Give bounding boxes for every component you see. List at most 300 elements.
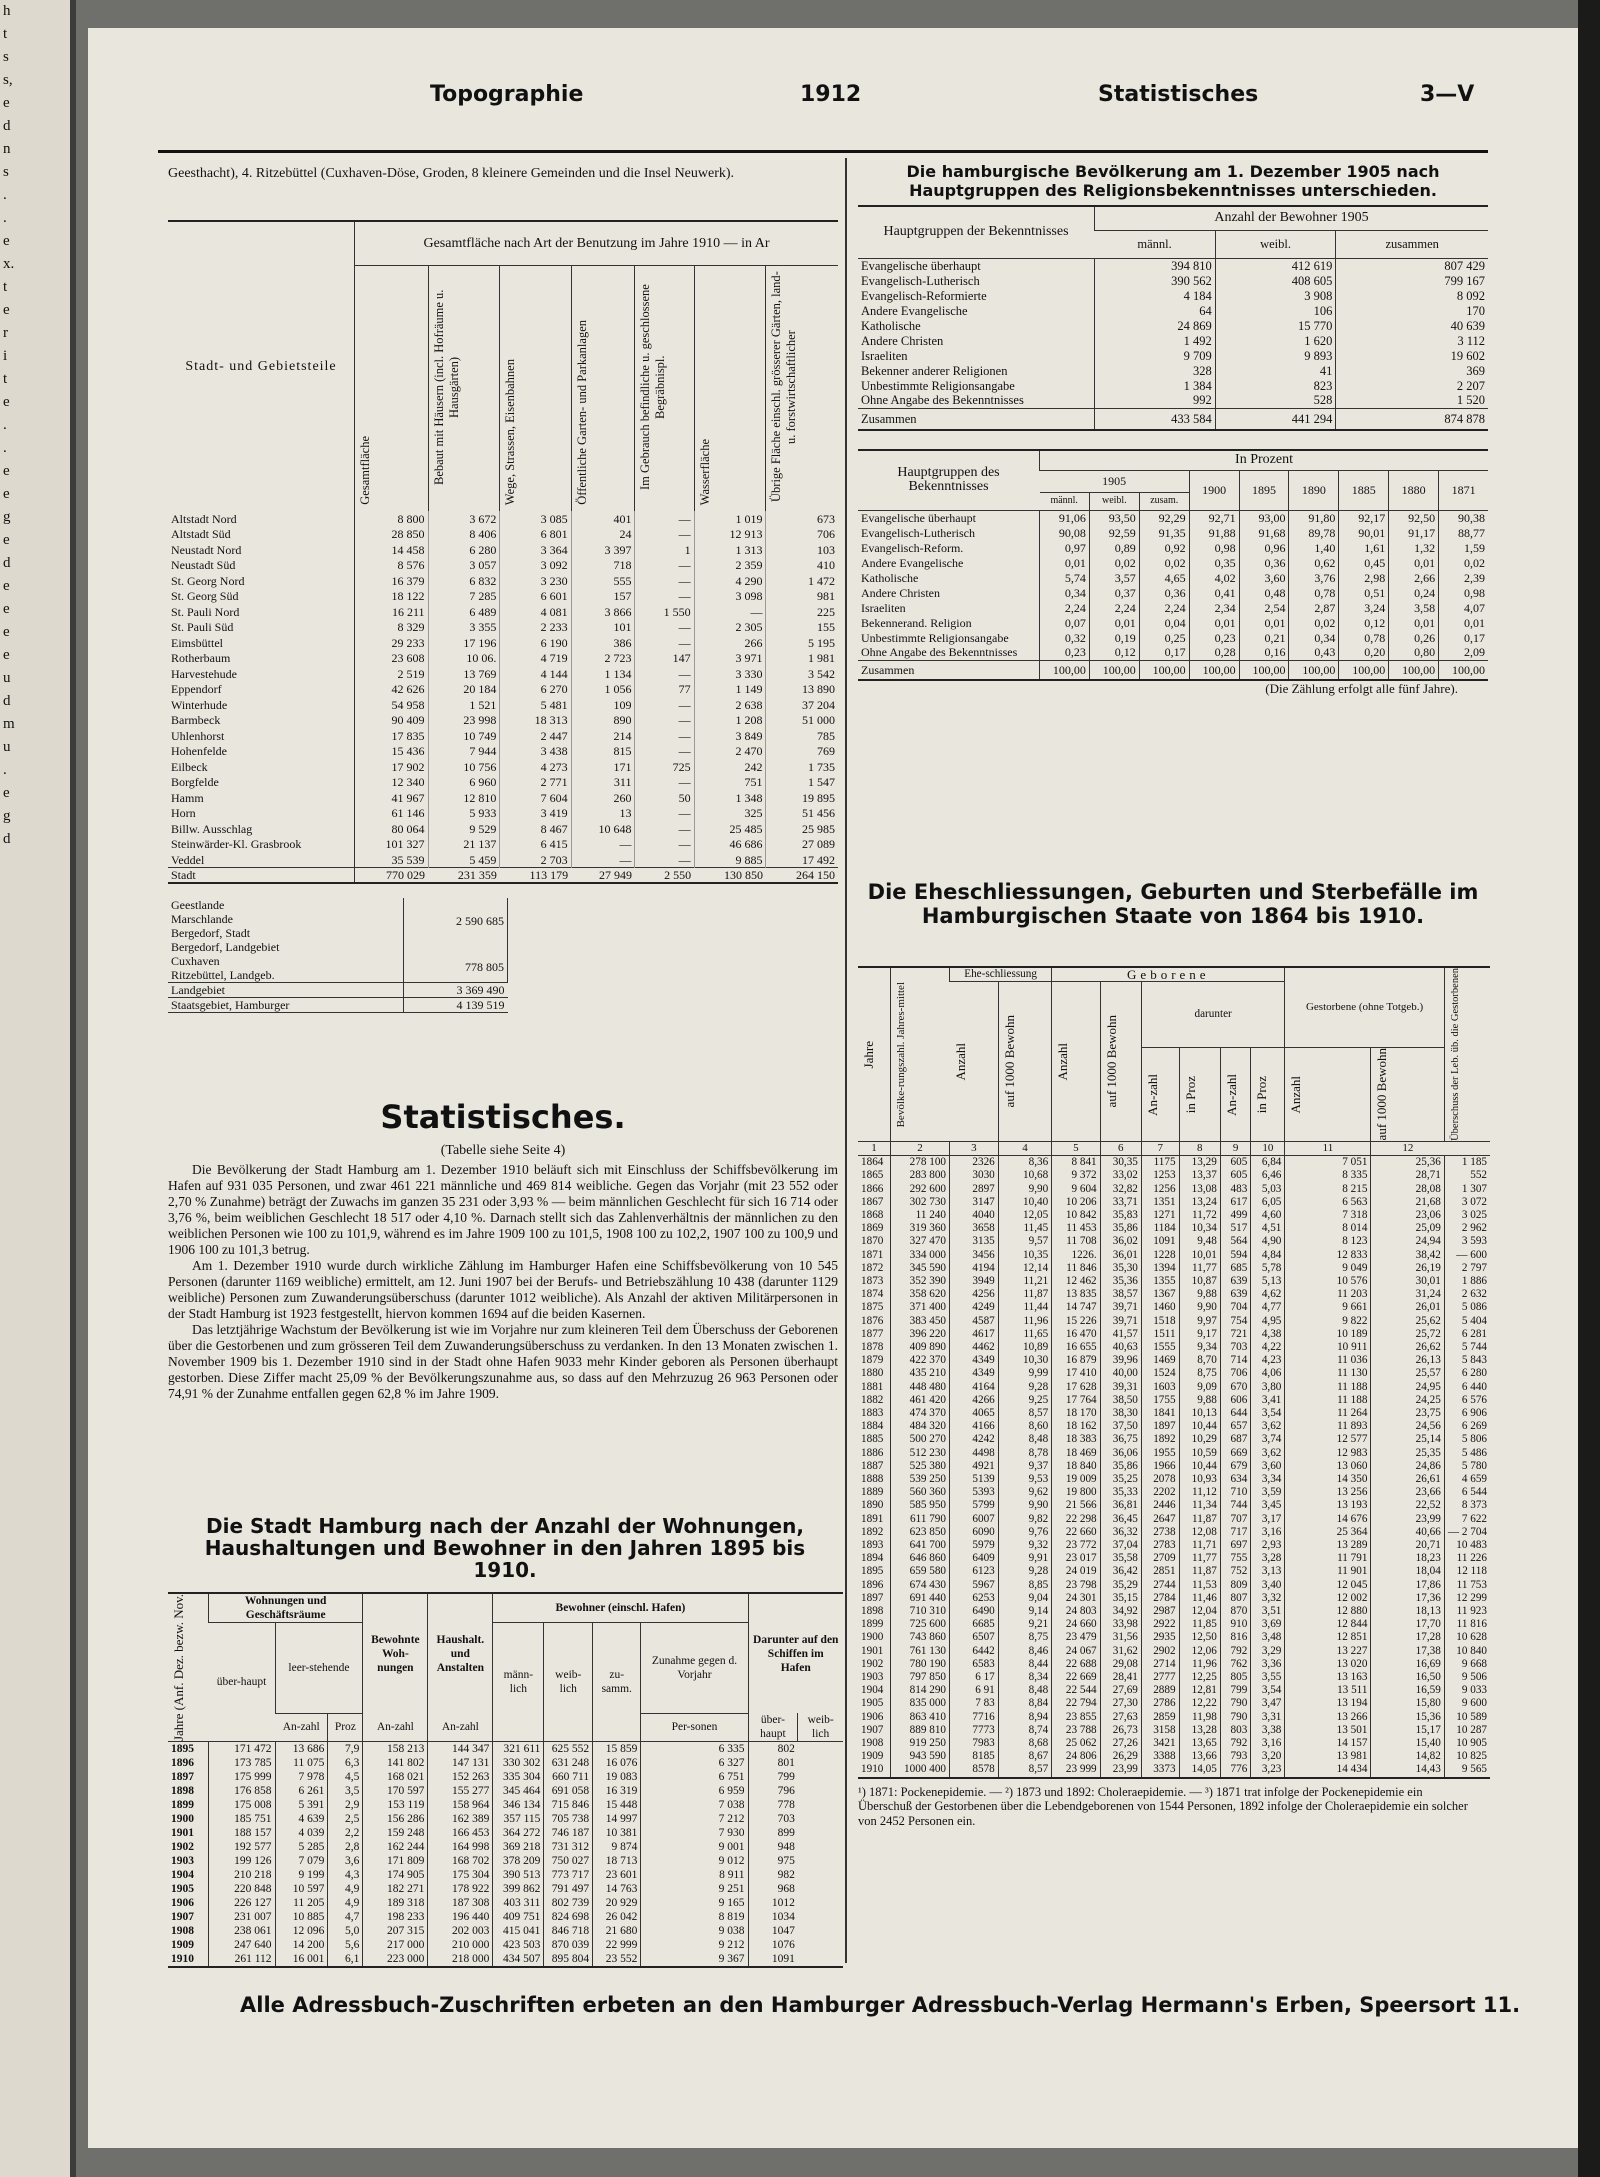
ehe-cell: 5979 bbox=[950, 1539, 999, 1552]
ehe-cell: 18 383 bbox=[1052, 1433, 1100, 1446]
area-cell: 18 313 bbox=[500, 713, 571, 729]
ehe-h-tot-an: An-zahl bbox=[1223, 1073, 1239, 1116]
ehe-year: 1880 bbox=[861, 1367, 884, 1380]
rel-row bbox=[858, 393, 1488, 408]
area-cell: 90 409 bbox=[355, 713, 429, 729]
woh-cell: 14 200 bbox=[275, 1938, 328, 1952]
woh-cell: 631 248 bbox=[544, 1756, 593, 1770]
proz-cell: 1,59 bbox=[1439, 540, 1488, 555]
area-cell: 6 415 bbox=[500, 837, 571, 853]
geest-item: Marschlande bbox=[171, 912, 233, 926]
rel-row bbox=[858, 333, 1488, 348]
ehe-cell: — 2 704 bbox=[1444, 1526, 1490, 1539]
ehe-cell: 345 590 bbox=[891, 1262, 950, 1275]
rel-total-label: Zusammen bbox=[861, 411, 917, 426]
ehe-year: 1874 bbox=[861, 1288, 884, 1301]
woh-cell: 168 702 bbox=[428, 1854, 493, 1868]
ehe-cell: 687 bbox=[1220, 1433, 1251, 1446]
ehe-cell: 4,84 bbox=[1251, 1249, 1285, 1262]
area-row bbox=[168, 635, 838, 651]
proz-table bbox=[858, 449, 1488, 681]
proz-cell: 0,01 bbox=[1040, 555, 1090, 570]
ehe-cell: 3,60 bbox=[1251, 1460, 1285, 1473]
woh-cell: 9 251 bbox=[641, 1882, 748, 1896]
proz-h-1905: 1905 bbox=[1040, 470, 1190, 492]
ehe-cell: 4,22 bbox=[1251, 1341, 1285, 1354]
ehe-cell: 9 372 bbox=[1052, 1169, 1100, 1182]
proz-cell: 0,34 bbox=[1289, 630, 1339, 645]
woh-cell: 178 922 bbox=[428, 1882, 493, 1896]
woh-year: 1908 bbox=[171, 1925, 194, 1938]
ehe-cell: 26,73 bbox=[1100, 1724, 1141, 1737]
ehe-row bbox=[858, 1671, 1490, 1684]
prev-page-letter: e bbox=[3, 785, 10, 801]
ehe-cell: 12,05 bbox=[998, 1209, 1051, 1222]
woh-cell: 156 286 bbox=[363, 1812, 428, 1826]
ehe-cell: 3,59 bbox=[1251, 1486, 1285, 1499]
ehe-cell: 8 215 bbox=[1285, 1183, 1371, 1196]
ehe-cell: 8,46 bbox=[998, 1645, 1051, 1658]
proz-total-cell: 100,00 bbox=[1289, 660, 1339, 680]
woh-cell: 4,5 bbox=[328, 1770, 363, 1784]
rel-cell: 807 429 bbox=[1336, 258, 1488, 273]
area-cell: 1 313 bbox=[694, 542, 766, 558]
area-cell: 2 305 bbox=[694, 620, 766, 636]
woh-cell: 5,0 bbox=[328, 1924, 363, 1938]
ehe-cell: 13 020 bbox=[1285, 1658, 1371, 1671]
ehe-cell: 10 589 bbox=[1444, 1711, 1490, 1724]
area-cell: 769 bbox=[766, 744, 838, 760]
ehe-cell: 14 676 bbox=[1285, 1513, 1371, 1526]
proz-cell: 93,50 bbox=[1089, 510, 1139, 525]
ehe-cell: 16 470 bbox=[1052, 1328, 1100, 1341]
area-cell: 785 bbox=[766, 728, 838, 744]
ehe-cell: 11 816 bbox=[1444, 1618, 1490, 1631]
ehe-cell: 16 879 bbox=[1052, 1354, 1100, 1367]
ehe-cell: 13,65 bbox=[1179, 1737, 1220, 1750]
ehe-cell: 669 bbox=[1220, 1447, 1251, 1460]
woh-cell: 4,7 bbox=[328, 1910, 363, 1924]
prev-page-letter: x. bbox=[3, 256, 15, 272]
ehe-year: 1887 bbox=[861, 1459, 884, 1472]
ehe-cell: 10 628 bbox=[1444, 1631, 1490, 1644]
ehe-cell: 4,51 bbox=[1251, 1222, 1285, 1235]
ehe-cell: 646 860 bbox=[891, 1552, 950, 1565]
ehe-row bbox=[858, 1526, 1490, 1539]
rel-table bbox=[858, 205, 1488, 431]
area-cell: 325 bbox=[694, 806, 766, 822]
prev-page-letter: s, bbox=[3, 72, 13, 88]
woh-cell: 660 711 bbox=[544, 1770, 593, 1784]
proz-total-cell: 100,00 bbox=[1239, 660, 1289, 680]
ehe-cell: 12 118 bbox=[1444, 1565, 1490, 1578]
ehe-cell: 17 410 bbox=[1052, 1367, 1100, 1380]
woh-cell: 189 318 bbox=[363, 1896, 428, 1910]
ehe-cell: 26,61 bbox=[1371, 1473, 1444, 1486]
area-cell: 4 719 bbox=[500, 651, 571, 667]
woh-cell: 14 763 bbox=[593, 1882, 641, 1896]
ehe-cell: 7 051 bbox=[1285, 1156, 1371, 1170]
stat-paragraph: Die Bevölkerung der Stadt Hamburg am 1. Dezember 1910 beläuft sich mit Einschluss der Schiffsbevölkerung im Hafen auf 931 035 Personen, und zwar 461 221 männliche und 469 814 weibliche. Gegen das Vorjahr (mit 23 552 oder 2,70 % Zunahme) beträgt der Zuwachs im ganzen 35 231 oder 3,93 % — beim männlichen Geschlecht für sich 16 714 oder 3,76 %, beim weiblichen Geschlecht 18 517 oder 4,10 %. Darnach stellt sich das Zahlenverhältnis der männlichen zu den weiblichen Personen wie 100 zu 101,9, während es im Jahre 1909 100 zu 101,5, 1908 100 zu 102,2, 1907 100 zu 100,9 und 1906 100 zu 101,3 betrug. bbox=[168, 1162, 838, 1257]
proz-total-cell: 100,00 bbox=[1339, 660, 1389, 680]
proz-row bbox=[858, 555, 1488, 570]
ehe-cell: 38,50 bbox=[1100, 1394, 1141, 1407]
ehe-cell: 639 bbox=[1220, 1275, 1251, 1288]
proz-cell: 2,24 bbox=[1139, 600, 1189, 615]
ehe-cell: 17,70 bbox=[1371, 1618, 1444, 1631]
ehe-cell: 8 014 bbox=[1285, 1222, 1371, 1235]
ehe-cell: 6583 bbox=[950, 1658, 999, 1671]
ehe-cell: 889 810 bbox=[891, 1724, 950, 1737]
ehe-cell: 3,16 bbox=[1251, 1737, 1285, 1750]
proz-cell: 91,35 bbox=[1139, 525, 1189, 540]
area-col-header-text: Bebaut mit Häusern (incl. Hofräume u. Hausgärten) bbox=[431, 289, 461, 485]
ehe-cell: 1518 bbox=[1141, 1315, 1179, 1328]
ehe-col-number: 5 bbox=[1052, 1141, 1100, 1155]
proz-cell: 3,58 bbox=[1389, 600, 1439, 615]
woh-year: 1906 bbox=[171, 1897, 194, 1910]
ehe-cell: 13,08 bbox=[1179, 1183, 1220, 1196]
woh-cell: 6 327 bbox=[641, 1756, 748, 1770]
ehe-cell: 352 390 bbox=[891, 1275, 950, 1288]
rel-row bbox=[858, 348, 1488, 363]
ehe-cell: 11,77 bbox=[1179, 1552, 1220, 1565]
woh-cell: 1012 bbox=[748, 1896, 798, 1910]
ehe-cell: 38,42 bbox=[1371, 1249, 1444, 1262]
woh-cell: 403 311 bbox=[493, 1896, 544, 1910]
ehe-cell: 35,58 bbox=[1100, 1552, 1141, 1565]
woh-h-haushalt: Haushalt. und Anstalten bbox=[428, 1593, 493, 1713]
woh-row bbox=[168, 1812, 843, 1826]
stat-subtitle: (Tabelle siehe Seite 4) bbox=[440, 1143, 566, 1158]
ehe-cell: 2935 bbox=[1141, 1631, 1179, 1644]
proz-year-header: 1890 bbox=[1289, 470, 1339, 510]
ehe-h-uneh-proz: in Proz bbox=[1182, 1076, 1198, 1114]
area-cell: 147 bbox=[635, 651, 694, 667]
area-cell: 225 bbox=[766, 604, 838, 620]
ehe-cell: 334 000 bbox=[891, 1249, 950, 1262]
ehe-cell: 6 17 bbox=[950, 1671, 999, 1684]
rel-title: Die hamburgische Bevölkerung am 1. Dezember 1905 nach Hauptgruppen des Religionsbekenntnisses unterschieden. bbox=[906, 162, 1440, 200]
ehe-cell: 539 250 bbox=[891, 1473, 950, 1486]
area-cell: 8 329 bbox=[355, 620, 429, 636]
ehe-cell: 1460 bbox=[1141, 1301, 1179, 1314]
ehe-cell: 512 230 bbox=[891, 1447, 950, 1460]
ehe-cell: 9,90 bbox=[998, 1183, 1051, 1196]
proz-row bbox=[858, 525, 1488, 540]
ehe-cell: 12 833 bbox=[1285, 1249, 1371, 1262]
ehe-h-gest-anzahl: Anzahl bbox=[1288, 1075, 1304, 1114]
ehe-cell: 9,91 bbox=[998, 1552, 1051, 1565]
ehe-cell: 25,35 bbox=[1371, 1447, 1444, 1460]
ehe-cell: 16 655 bbox=[1052, 1341, 1100, 1354]
ehe-cell: 9 600 bbox=[1444, 1697, 1490, 1710]
ehe-cell: 1 886 bbox=[1444, 1275, 1490, 1288]
proz-cell: 92,17 bbox=[1339, 510, 1389, 525]
ehe-cell: 8,70 bbox=[1179, 1354, 1220, 1367]
ehe-cell: 2738 bbox=[1141, 1526, 1179, 1539]
ehe-cell: 11 708 bbox=[1052, 1235, 1100, 1248]
woh-cell: 746 187 bbox=[544, 1826, 593, 1840]
area-cell: 214 bbox=[571, 728, 635, 744]
area-cell: 61 146 bbox=[355, 806, 429, 822]
ehe-cell: 33,71 bbox=[1100, 1196, 1141, 1209]
ehe-cell: 13 256 bbox=[1285, 1486, 1371, 1499]
ehe-cell: 8,75 bbox=[1179, 1367, 1220, 1380]
ehe-year: 1864 bbox=[861, 1156, 884, 1169]
ehe-cell: 5,03 bbox=[1251, 1183, 1285, 1196]
proz-cell: 90,08 bbox=[1040, 525, 1090, 540]
prev-page-letter: e bbox=[3, 463, 10, 479]
prev-page-letter: . bbox=[3, 187, 7, 203]
woh-h-zunahme: Zunahme gegen d. Vorjahr bbox=[641, 1623, 748, 1714]
woh-h-wohnungen: Wohnungen und Geschäftsräume bbox=[209, 1593, 363, 1623]
ehe-cell: 4617 bbox=[950, 1328, 999, 1341]
ehe-cell: 3,48 bbox=[1251, 1631, 1285, 1644]
ehe-cell: 39,71 bbox=[1100, 1315, 1141, 1328]
ehe-row bbox=[858, 1367, 1490, 1380]
ehe-cell: 11,44 bbox=[998, 1301, 1051, 1314]
woh-cell: 4,9 bbox=[328, 1882, 363, 1896]
area-cell: — bbox=[635, 635, 694, 651]
woh-cell: 357 115 bbox=[493, 1812, 544, 1826]
ehe-cell: 3,62 bbox=[1251, 1447, 1285, 1460]
area-row-label: Neustadt Süd bbox=[171, 558, 236, 573]
ehe-cell: 25,36 bbox=[1371, 1156, 1444, 1170]
ehe-row bbox=[858, 1275, 1490, 1288]
ehe-cell: 4 659 bbox=[1444, 1473, 1490, 1486]
ehe-cell: 2744 bbox=[1141, 1579, 1179, 1592]
area-cell: 13 890 bbox=[766, 682, 838, 698]
ehe-cell: 3,32 bbox=[1251, 1592, 1285, 1605]
ehe-cell: 35,30 bbox=[1100, 1262, 1141, 1275]
prev-page-letter: e bbox=[3, 624, 10, 640]
area-cell: 2 447 bbox=[500, 728, 571, 744]
prev-page-letter: m bbox=[3, 716, 15, 732]
woh-row bbox=[168, 1742, 843, 1757]
area-row-label: St. Georg Süd bbox=[171, 589, 239, 604]
area-cell: 157 bbox=[571, 589, 635, 605]
ehe-row bbox=[858, 1579, 1490, 1592]
ehe-cell: 9,90 bbox=[1179, 1301, 1220, 1314]
proz-cell: 0,37 bbox=[1089, 585, 1139, 600]
ehe-cell: 594 bbox=[1220, 1249, 1251, 1262]
woh-cell: 16 319 bbox=[593, 1784, 641, 1798]
woh-cell: 16 001 bbox=[275, 1952, 328, 1967]
woh-cell: 9 038 bbox=[641, 1924, 748, 1938]
ehe-cell: 644 bbox=[1220, 1407, 1251, 1420]
proz-cell: 90,01 bbox=[1339, 525, 1389, 540]
proz-cell: 0,43 bbox=[1289, 645, 1339, 660]
woh-row bbox=[168, 1952, 843, 1967]
area-cell: 718 bbox=[571, 558, 635, 574]
rel-total-row bbox=[858, 408, 1488, 430]
area-cell: 4 290 bbox=[694, 573, 766, 589]
ehe-cell: 4,90 bbox=[1251, 1235, 1285, 1248]
woh-cell: 16 076 bbox=[593, 1756, 641, 1770]
ehe-cell: 8 123 bbox=[1285, 1235, 1371, 1248]
ehe-cell: 10 576 bbox=[1285, 1275, 1371, 1288]
ehe-cell: 23 855 bbox=[1052, 1711, 1100, 1724]
geest-item: Bergedorf, Landgebiet bbox=[171, 940, 280, 954]
ehe-cell: 691 440 bbox=[891, 1592, 950, 1605]
area-cell: 10 749 bbox=[428, 728, 500, 744]
ehe-year: 1900 bbox=[861, 1631, 884, 1644]
ehe-cell: 8 841 bbox=[1052, 1156, 1100, 1170]
area-row-label: Hamm bbox=[171, 790, 204, 805]
ehe-cell: 9,62 bbox=[998, 1486, 1051, 1499]
ehe-cell: 8,75 bbox=[998, 1631, 1051, 1644]
ehe-cell: 38,57 bbox=[1100, 1288, 1141, 1301]
woh-cell: 217 000 bbox=[363, 1938, 428, 1952]
ehe-cell: 36,81 bbox=[1100, 1499, 1141, 1512]
ehe-row bbox=[858, 1618, 1490, 1631]
ehe-cell: 41,57 bbox=[1100, 1328, 1141, 1341]
area-cell: 6 280 bbox=[428, 542, 500, 558]
ehe-cell: 2,93 bbox=[1251, 1539, 1285, 1552]
proz-cell: 0,01 bbox=[1439, 615, 1488, 630]
area-row-label: Harvestehude bbox=[171, 666, 237, 681]
woh-cell: 369 218 bbox=[493, 1840, 544, 1854]
woh-cell: 9 874 bbox=[593, 1840, 641, 1854]
woh-cell: 175 999 bbox=[209, 1770, 276, 1784]
rel-cell: 2 207 bbox=[1336, 378, 1488, 393]
ehe-cell: 39,71 bbox=[1100, 1301, 1141, 1314]
proz-total-cell: 100,00 bbox=[1389, 660, 1439, 680]
ehe-cell: 15,40 bbox=[1371, 1737, 1444, 1750]
area-cell: 21 137 bbox=[428, 837, 500, 853]
rel-cell: 408 605 bbox=[1215, 273, 1336, 288]
area-cell: 4 144 bbox=[500, 666, 571, 682]
woh-cell: 26 042 bbox=[593, 1910, 641, 1924]
proz-cell: 0,45 bbox=[1339, 555, 1389, 570]
area-cell: 6 832 bbox=[428, 573, 500, 589]
area-row bbox=[168, 558, 838, 574]
area-cell: 1 521 bbox=[428, 697, 500, 713]
ehe-cell: 36,02 bbox=[1100, 1235, 1141, 1248]
woh-cell: 975 bbox=[748, 1854, 798, 1868]
area-cell: 3 230 bbox=[500, 573, 571, 589]
ehe-cell: 12,50 bbox=[1179, 1631, 1220, 1644]
woh-h-leer-anzahl: An-zahl bbox=[282, 1721, 320, 1734]
ehe-h-ehe-anzahl: Anzahl bbox=[952, 1042, 968, 1081]
ehe-row bbox=[858, 1763, 1490, 1777]
ehe-year: 1890 bbox=[861, 1499, 884, 1512]
ehe-cell: 25 364 bbox=[1285, 1526, 1371, 1539]
proz-cell: 3,24 bbox=[1339, 600, 1389, 615]
ehe-cell: 18,23 bbox=[1371, 1552, 1444, 1565]
area-cell: 3 092 bbox=[500, 558, 571, 574]
ehe-cell: 8,34 bbox=[998, 1671, 1051, 1684]
ehe-cell: 685 bbox=[1220, 1262, 1251, 1275]
area-cell: — bbox=[694, 604, 766, 620]
woh-cell: 9 367 bbox=[641, 1952, 748, 1967]
ehe-cell: 22 660 bbox=[1052, 1526, 1100, 1539]
proz-cell: 0,01 bbox=[1189, 615, 1239, 630]
ehe-cell: 790 bbox=[1220, 1697, 1251, 1710]
area-cell: 266 bbox=[694, 635, 766, 651]
ehe-cell: 9 565 bbox=[1444, 1763, 1490, 1777]
woh-h-personen: Per-sonen bbox=[641, 1713, 748, 1742]
woh-cell: 691 058 bbox=[544, 1784, 593, 1798]
ehe-cell: 3,40 bbox=[1251, 1579, 1285, 1592]
ehe-row bbox=[858, 1605, 1490, 1618]
ehe-cell: 33,02 bbox=[1100, 1169, 1141, 1182]
area-row-label: Steinwärder-Kl. Grasbrook bbox=[171, 837, 302, 852]
ehe-year: 1906 bbox=[861, 1710, 884, 1723]
rel-cell: 19 602 bbox=[1336, 348, 1488, 363]
prev-page-letter: t bbox=[3, 26, 8, 42]
woh-cell: 899 bbox=[748, 1826, 798, 1840]
woh-cell: 423 503 bbox=[493, 1938, 544, 1952]
ehe-year: 1866 bbox=[861, 1182, 884, 1195]
woh-year: 1901 bbox=[171, 1827, 194, 1840]
woh-cell: 192 577 bbox=[209, 1840, 276, 1854]
woh-cell: 18 713 bbox=[593, 1854, 641, 1868]
proz-total-cell: 100,00 bbox=[1189, 660, 1239, 680]
ehe-cell: 292 600 bbox=[891, 1183, 950, 1196]
ehe-cell: 762 bbox=[1220, 1658, 1251, 1671]
woh-year: 1907 bbox=[171, 1911, 194, 1924]
woh-cell: 5 391 bbox=[275, 1798, 328, 1812]
ehe-cell: 23 017 bbox=[1052, 1552, 1100, 1565]
area-cell: 12 810 bbox=[428, 790, 500, 806]
area-col-header-text: Öffentliche Garten- und Parkanlagen bbox=[574, 320, 589, 505]
ehe-cell: 11 901 bbox=[1285, 1565, 1371, 1578]
ehe-cell: 22 298 bbox=[1052, 1513, 1100, 1526]
area-col-header-text: Wasserfläche bbox=[697, 438, 712, 505]
ehe-cell: 8,94 bbox=[998, 1711, 1051, 1724]
ehe-cell: 525 380 bbox=[891, 1460, 950, 1473]
prev-page-letter: . bbox=[3, 762, 7, 778]
woh-cell: 801 bbox=[748, 1756, 798, 1770]
ehe-cell: 3456 bbox=[950, 1249, 999, 1262]
ehe-cell: 500 270 bbox=[891, 1433, 950, 1446]
ehe-year: 1877 bbox=[861, 1327, 884, 1340]
woh-cell: 155 277 bbox=[428, 1784, 493, 1798]
area-row bbox=[168, 682, 838, 698]
ehe-cell: 7716 bbox=[950, 1711, 999, 1724]
ehe-year: 1892 bbox=[861, 1525, 884, 1538]
ehe-cell: 9,32 bbox=[998, 1539, 1051, 1552]
woh-cell: 166 453 bbox=[428, 1826, 493, 1840]
ehe-cell: 37,04 bbox=[1100, 1539, 1141, 1552]
ehe-cell: 10,34 bbox=[1179, 1222, 1220, 1235]
woh-cell: 185 751 bbox=[209, 1812, 276, 1826]
ehe-cell: 409 890 bbox=[891, 1341, 950, 1354]
area-row-label: Eilbeck bbox=[171, 759, 208, 774]
geest-item: Geestlande bbox=[171, 898, 225, 912]
ehe-cell: 24 019 bbox=[1052, 1565, 1100, 1578]
ehe-row bbox=[858, 1460, 1490, 1473]
ehe-col-number: 4 bbox=[998, 1141, 1051, 1155]
ehe-cell: 9,53 bbox=[998, 1473, 1051, 1486]
woh-cell: 159 248 bbox=[363, 1826, 428, 1840]
rel-row-label: Andere Evangelische bbox=[861, 303, 968, 318]
ehe-year: 1870 bbox=[861, 1235, 884, 1248]
ehe-cell: 564 bbox=[1220, 1235, 1251, 1248]
ehe-h-bev: Bevölke-rungszahl. Jahres-mittel bbox=[895, 981, 907, 1128]
rel-subheader: weibl. bbox=[1215, 230, 1336, 258]
area-cell: 171 bbox=[571, 759, 635, 775]
proz-cell: 0,02 bbox=[1139, 555, 1189, 570]
ehe-cell: 1175 bbox=[1141, 1156, 1179, 1170]
prev-page-letter: s bbox=[3, 49, 9, 65]
proz-cell: 0,12 bbox=[1339, 615, 1389, 630]
proz-total-row bbox=[858, 660, 1488, 680]
proz-cell: 0,19 bbox=[1089, 630, 1139, 645]
ehe-h-geb-anzahl: Anzahl bbox=[1055, 1042, 1071, 1081]
